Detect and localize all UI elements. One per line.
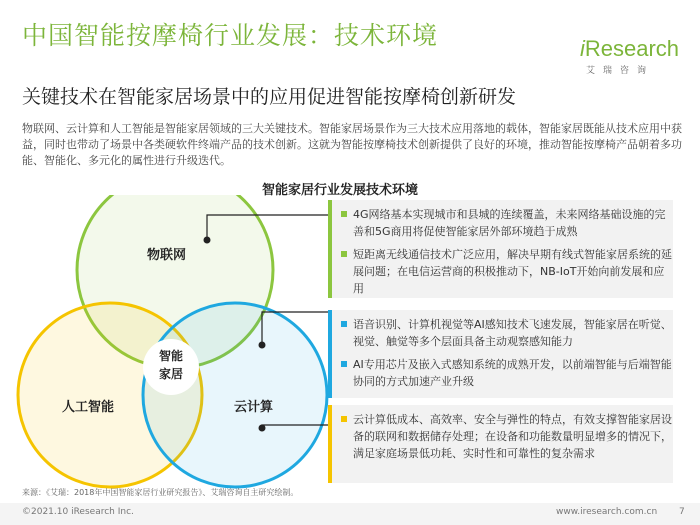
bullet-text: 语音识别、计算机视觉等AI感知技术飞速发展，智能家居在听觉、视觉、触觉等多个层面具备主动观察感知能力 xyxy=(353,318,672,348)
copyright: ©2021.10 iResearch Inc. xyxy=(22,507,134,517)
venn-label-cloud: 云计算 xyxy=(234,400,274,415)
bullet-marker xyxy=(341,361,347,367)
bullet-text: 短距离无线通信技术广泛应用，解决早期有线式智能家居系统的延展问题；在电信运营商的积极推动下，NB-IoT开始向前发展和应用 xyxy=(353,248,672,295)
panel-ai xyxy=(328,310,673,398)
page-subtitle: 关键技术在智能家居场景中的应用促进智能按摩椅创新研发 xyxy=(22,86,517,108)
venn-center-line2: 家居 xyxy=(158,367,183,381)
bullet-marker xyxy=(341,211,347,217)
bullet-text: AI专用芯片及嵌入式感知系统的成熟开发，以前端智能与后端智能协同的方式加速产业升级 xyxy=(353,358,672,388)
page-title: 中国智能按摩椅行业发展：技术环境 xyxy=(22,21,439,50)
venn-label-iot: 物联网 xyxy=(147,248,187,263)
panel-cloud xyxy=(328,405,673,483)
panel-ai-bullet xyxy=(341,356,673,390)
venn-label-ai: 人工智能 xyxy=(62,400,115,415)
logo-wordmark: iResearch xyxy=(580,36,680,61)
bullet-marker xyxy=(341,251,347,257)
website-link[interactable]: www.iresearch.com.cn xyxy=(556,507,658,517)
logo-subtext: 艾瑞咨询 xyxy=(586,66,655,76)
panel-iot xyxy=(328,200,673,298)
venn-center-label xyxy=(143,347,199,383)
bullet-text: 4G网络基本实现城市和县城的连续覆盖，未来网络基础设施的完善和5G商用将促使智能家居外部环境趋于成熟 xyxy=(353,208,666,238)
connector-ai-dot xyxy=(259,342,266,349)
panel-iot-bullet xyxy=(341,206,673,240)
panel-ai-bullet xyxy=(341,316,673,350)
page-number: 7 xyxy=(679,507,685,517)
bullet-text: 云计算低成本、高效率、安全与弹性的特点，有效支撑智能家居设备的联网和数据储存处理；在设备和功能数量明显增多的情况下，满足家庭场景低功耗、实时性和可靠性的复杂需求 xyxy=(353,413,672,460)
iresearch-logo xyxy=(580,36,690,76)
bullet-marker xyxy=(341,416,347,422)
intro-paragraph: 物联网、云计算和人工智能是智能家居领域的三大关键技术。智能家居场景作为三大技术应用落地的载体，智能家居既能从技术应用中获益，同时也带动了场景中各类硬软件终端产品的技术创新。这就为智能按摩椅技术创新提供了良好的环境，推动智能按摩椅产品朝着多功能、智能化、多元化的属性进行升级迭代。 xyxy=(22,122,682,167)
venn-center-line1: 智能 xyxy=(158,349,183,363)
diagram-title: 智能家居行业发展技术环境 xyxy=(262,183,419,198)
bullet-marker xyxy=(341,321,347,327)
panel-iot-bullet xyxy=(341,246,673,297)
connector-cloud-dot xyxy=(259,425,266,432)
panel-cloud-bullet xyxy=(341,411,673,462)
venn-circle-cloud xyxy=(143,303,327,487)
connector-iot-dot xyxy=(204,237,211,244)
source-note: 来源：《艾瑞：2018年中国智能家居行业研究报告》、艾瑞咨询自主研究绘制。 xyxy=(22,488,299,497)
